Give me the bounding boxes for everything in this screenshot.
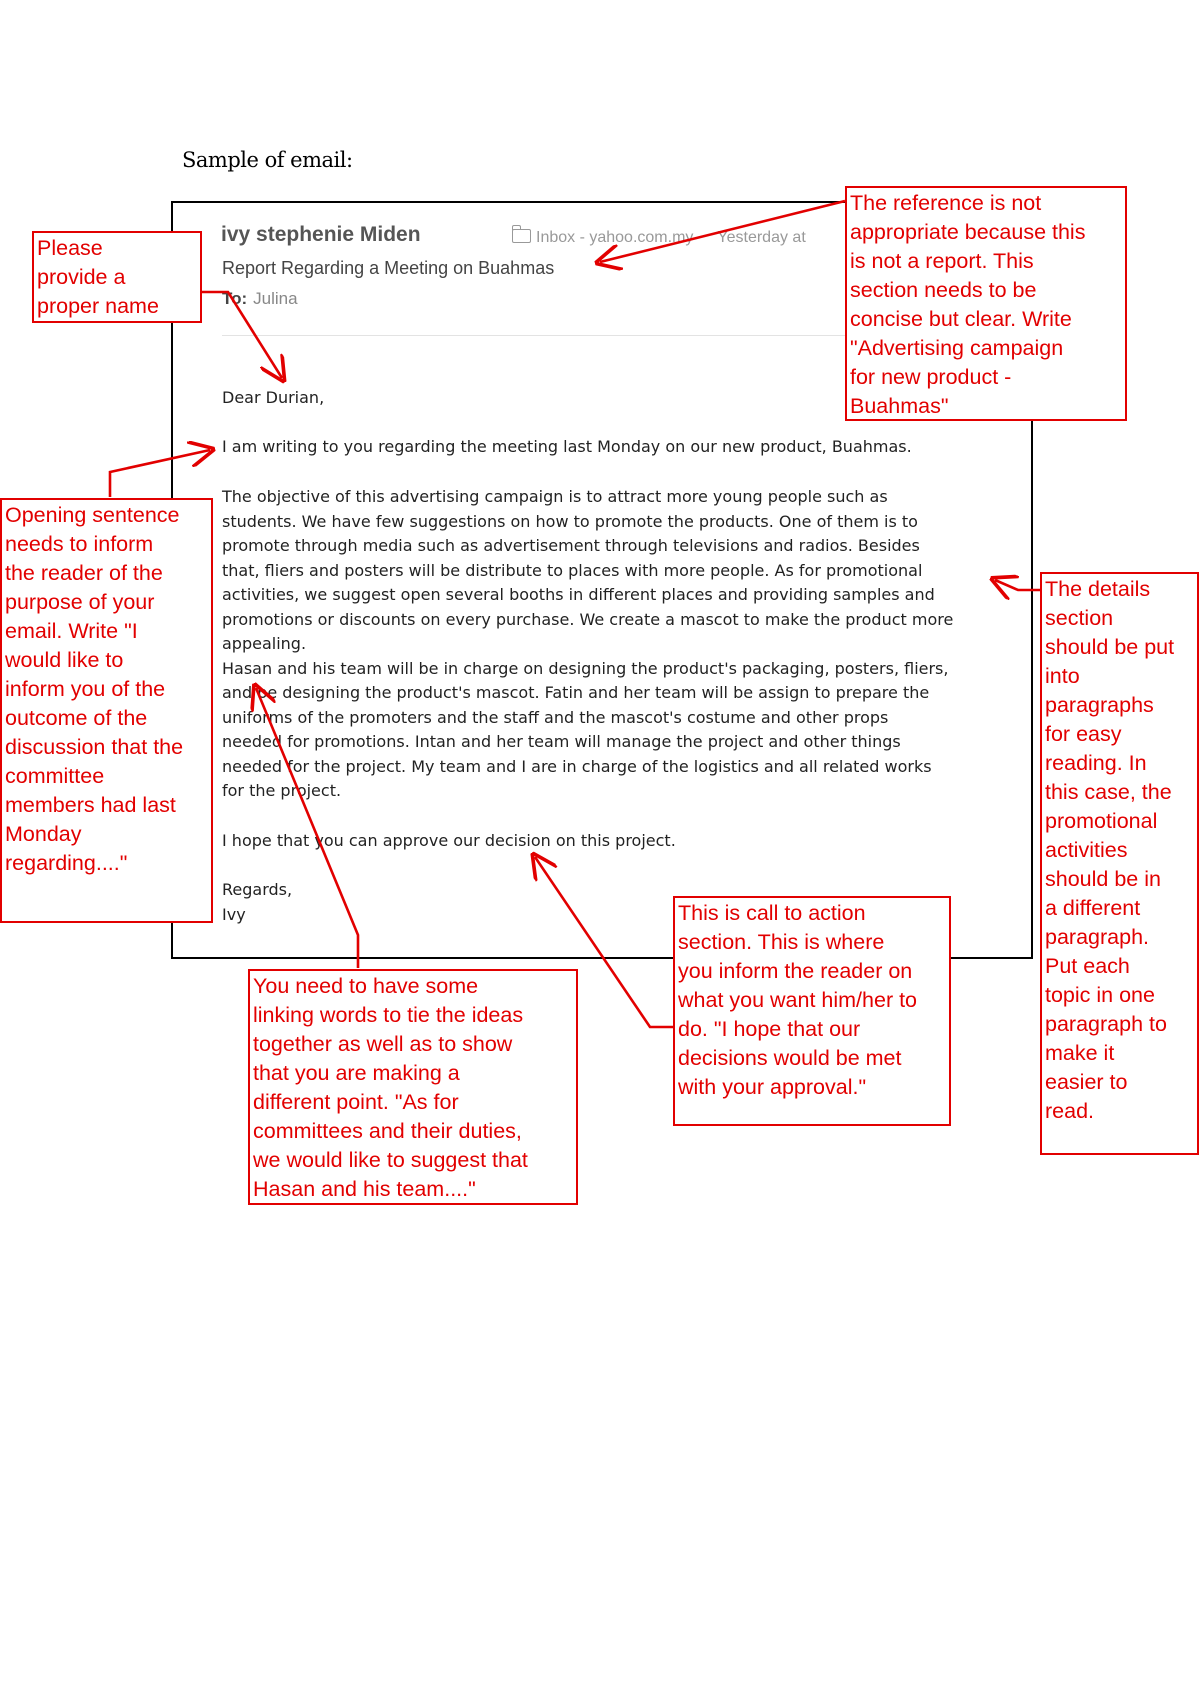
annotation-reference: The reference is not appropriate because this is not a report. This section needs to be concise but clear. Write "Advertising campaign for new product - Buahmas" bbox=[845, 186, 1127, 421]
annotation-linking: You need to have some linking words to tie the ideas together as well as to show that you are making a different point. "As for committees and their duties, we would like to suggest that Hasan and his team...." bbox=[248, 969, 578, 1205]
annotation-call-to-action: This is call to action section. This is where you inform the reader on what you want him/her to do. "I hope that our decisions would be met with your approval." bbox=[673, 896, 951, 1126]
email-closing: I hope that you can approve our decision on this project. bbox=[222, 831, 676, 850]
to-label: To: bbox=[222, 289, 248, 308]
email-greeting: Dear Durian, bbox=[222, 388, 325, 407]
annotation-opening: Opening sentence needs to inform the reader of the purpose of your email. Write "I would like to inform you of the outcome of the discussion that the committee members had last Monday regarding...." bbox=[0, 498, 213, 923]
email-date: Yesterday at bbox=[717, 229, 806, 246]
email-opening: I am writing to you regarding the meeting last Monday on our new product, Buahmas. bbox=[222, 437, 912, 456]
to-value: Julina bbox=[253, 289, 298, 308]
email-meta bbox=[512, 229, 806, 247]
page-heading: Sample of email: bbox=[182, 148, 353, 172]
email-body: The objective of this advertising campaign is to attract more young people such as students. We have few suggestions on how to promote the products. One of them is to promote through media such as advertisement through televisions and radios. Besides that, fliers and posters will be distribute to places with more people. As for promotional activities, we suggest open several booths in different places and providing samples and promotions or discounts on every purchase. We create a mascot to make the product more appealing. Hasan and his team will be in charge on designing the product's packaging, posters, fliers, and be designing the product's mascot. Fatin and her team will be assign to prepare the uniforms of the promoters and the staff and the mascot's costume and other props needed for promotions. Intan and her team will manage the project and other things needed for the project. My team and I are in charge of the logistics and all related works for the project. bbox=[222, 487, 954, 800]
email-sender: ivy stephenie Miden bbox=[221, 223, 421, 246]
email-signoff: Regards, Ivy bbox=[222, 880, 293, 924]
email-subject: Report Regarding a Meeting on Buahmas bbox=[222, 258, 555, 278]
email-folder: Inbox - yahoo.com.my bbox=[536, 229, 694, 246]
annotation-name: Please provide a proper name bbox=[32, 231, 202, 323]
folder-icon bbox=[512, 229, 531, 243]
annotation-details: The details section should be put into paragraphs for easy reading. In this case, the promotional activities should be in a different paragraph. Put each topic in one paragraph to make it easier to read. bbox=[1040, 572, 1199, 1155]
email-recipient bbox=[222, 289, 298, 309]
